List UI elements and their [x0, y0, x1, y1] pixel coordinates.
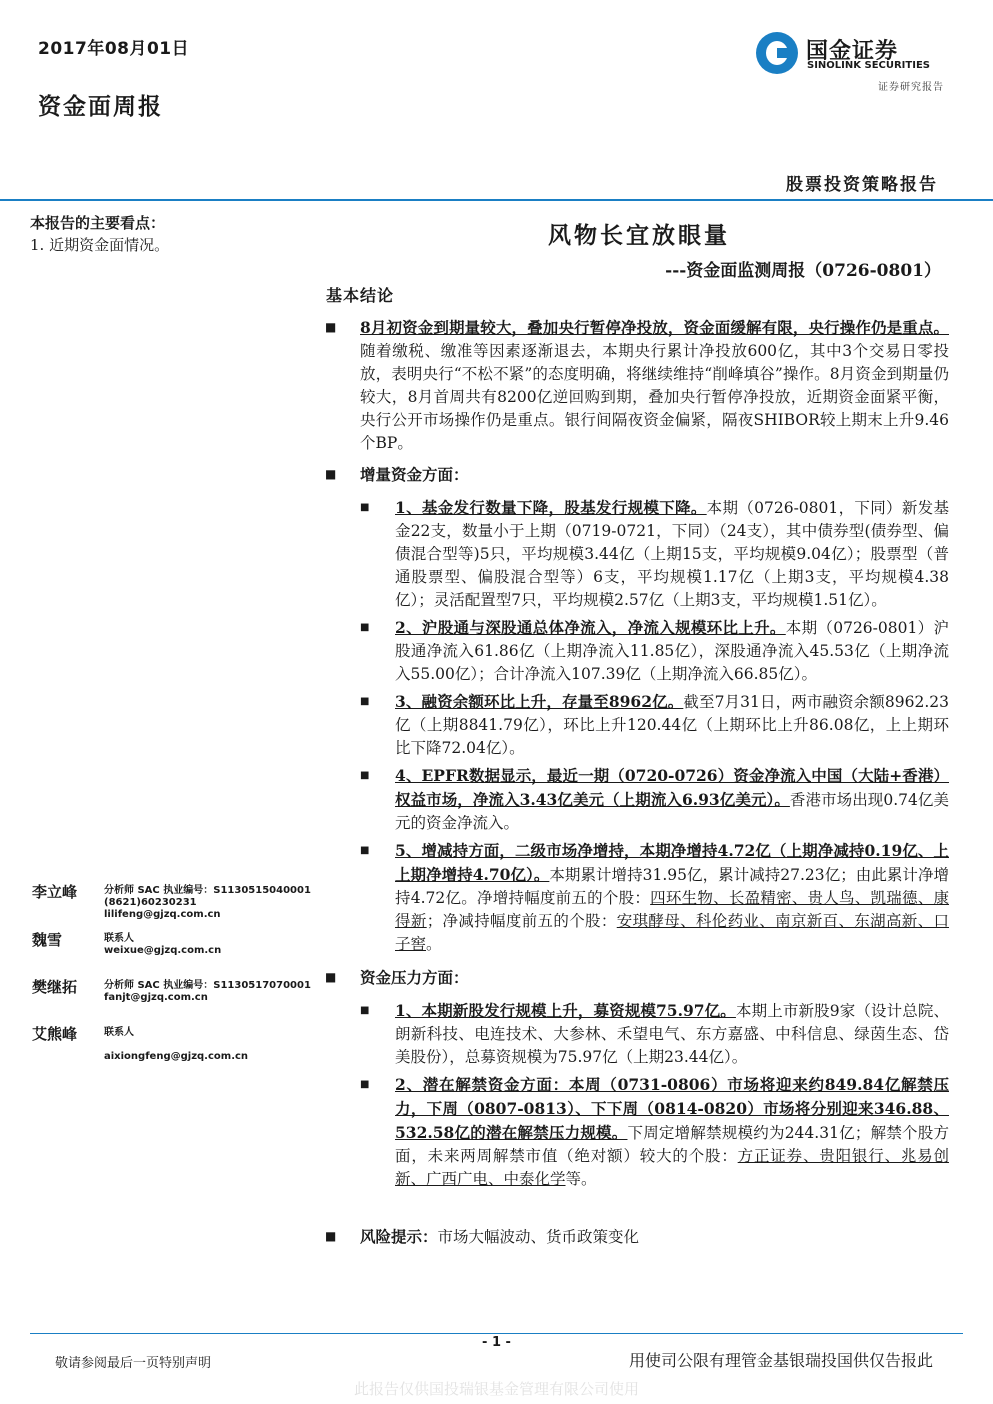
small-square-bullet-icon: ■ [360, 1079, 370, 1090]
analyst-role: 联系人 [104, 1027, 134, 1038]
risk-body: 市场大幅波动、货币政策变化 [437, 1228, 640, 1246]
small-square-bullet-icon: ■ [360, 622, 370, 633]
header-divider [0, 199, 993, 201]
report-type: 股票投资策略报告 [786, 175, 938, 195]
sub-title: ---资金面监测周报（0726-0801） [665, 261, 941, 281]
small-square-bullet-icon: ■ [360, 502, 370, 513]
analyst-role: 联系人 [104, 933, 134, 944]
list-item [360, 999, 949, 1069]
list-item [360, 1073, 949, 1191]
item-body-end: 。 [426, 935, 442, 953]
item-head: 1、本期新股发行规模上升，募资规模75.97亿。 [395, 1001, 736, 1020]
logo-name-en: SINOLINK SECURITIES [807, 60, 930, 71]
page-number: - 1 - [482, 1335, 511, 1350]
list-item [360, 616, 949, 686]
list-item [360, 690, 949, 760]
item-head: 2、潜在解禁资金方面：本周（0731-0806）市场将迎来约849.84亿解禁压力，下周（0807-0813）、下下周（0814-0820）市场将分别迎来346.88、532.58亿的潜在解禁压力规模。 [395, 1075, 949, 1142]
small-square-bullet-icon: ■ [360, 770, 370, 781]
analyst-info [104, 1027, 248, 1063]
analyst-name: 李立峰 [32, 883, 78, 901]
item-head: 1、基金发行数量下降，股基发行规模下降。 [395, 498, 707, 517]
analyst-name: 魏雪 [32, 931, 63, 949]
item-body: 香港市场出现0.74亿美元的资金净流入。 [395, 791, 949, 832]
small-square-bullet-icon: ■ [360, 696, 370, 707]
highlights-title: 本报告的主要看点： [30, 214, 166, 232]
main-title: 风物长宜放眼量 [548, 222, 730, 249]
item-head: 3、融资余额环比上升，存量至8962亿。 [395, 692, 684, 711]
analyst-cert: 分析师 SAC 执业编号：S1130515040001 [104, 885, 311, 896]
incremental-list [325, 496, 949, 956]
analyst-cert: 分析师 SAC 执业编号：S1130517070001 [104, 980, 311, 991]
analyst-info [104, 933, 221, 957]
square-bullet-icon: ■ [325, 1229, 337, 1243]
list-item [360, 764, 949, 835]
risk-head: 风险提示： [360, 1227, 438, 1246]
item-body: 本期上市新股9家（设计总院、朗新科技、电连技术、大参林、禾望电气、东方嘉盛、中科信息、绿茵生态、岱美股份），总募资规模为75.97亿（上期23.44亿）。 [395, 1002, 949, 1066]
highlights-item: 1. 近期资金面情况。 [30, 236, 170, 254]
spacer [325, 1201, 949, 1225]
square-bullet-icon: ■ [325, 320, 337, 334]
square-bullet-icon: ■ [325, 467, 337, 481]
top-increase-stocks: 四环生物、长盈精密、贵人鸟、凯瑞德、康得新 [395, 889, 949, 930]
item-body-mid: ；净减持幅度前五的个股： [426, 912, 617, 930]
analyst-info [104, 885, 311, 921]
small-square-bullet-icon: ■ [360, 1005, 370, 1016]
square-bullet-icon: ■ [325, 970, 337, 984]
item-body: 截至7月31日，两市融资余额8962.23亿（上期8841.79亿），环比上升120.44亿（上期环比上升86.08亿，上上期环比下降72.04亿）。 [395, 693, 949, 757]
incremental-head: 增量资金方面： [360, 465, 469, 484]
summary-body: 随着缴税、缴准等因素逐渐退去，本期央行累计净投放600亿，其中3个交易日零投放，表明央行“不松不紧”的态度明确，将继续维持“削峰填谷”操作。8月资金到期量仍较大，8月首周共有8200亿逆回购到期，叠加央行暂停净投放，近期资金面紧平衡，央行公开市场操作仍是重点。银行间隔夜资金偏紧，隔夜SHIBOR较上期末上升9.46个BP。 [360, 342, 949, 452]
analyst-name: 樊继拓 [32, 978, 78, 996]
analyst-email[interactable]: fanjt@gjzq.com.cn [104, 992, 208, 1003]
pressure-head: 资金压力方面： [360, 968, 469, 987]
list-item [360, 496, 949, 612]
top-decrease-stocks: 安琪酵母、科伦药业、南京新百、东湖高新、口子窖 [395, 912, 949, 953]
section-heading: 基本结论 [326, 286, 395, 305]
report-series: 资金面周报 [38, 93, 163, 120]
unlock-stocks: 方正证券、贵阳银行、兆易创新、广西广电、中泰化学 [395, 1147, 949, 1188]
item-head: 4、EPFR数据显示，最近一期（0720-0726）资金净流入中国（大陆+香港）权益市场，净流入3.43亿美元（上期流入6.93亿美元）。 [395, 766, 949, 809]
footer-notice: 用使司公限有理管金基银瑞投国供仅告报此 [628, 1351, 933, 1370]
analyst-extra [104, 1039, 248, 1051]
footer-disclaimer: 敬请参阅最后一页特别声明 [55, 1356, 212, 1371]
item-head: 5、增减持方面，二级市场净增持，本期净增持4.72亿（上期净减持0.19亿、上上期净增持4.70亿）。 [395, 841, 949, 884]
bullet-incremental [325, 463, 949, 486]
small-square-bullet-icon: ■ [360, 845, 370, 856]
bullet-pressure [325, 966, 949, 989]
analyst-info [104, 980, 311, 1004]
company-logo [756, 30, 948, 92]
bullet-summary [325, 316, 949, 455]
analyst-name: 艾熊峰 [32, 1025, 78, 1043]
analyst-phone: (8621)60230231 [104, 897, 197, 908]
item-body-end: 等。 [565, 1170, 597, 1188]
logo-mark-icon [756, 32, 798, 74]
logo-name-cn: 国金证券 [806, 39, 899, 64]
pressure-list [325, 999, 949, 1191]
summary-head: 8月初资金到期量较大，叠加央行暂停净投放，资金面缓解有限，央行操作仍是重点。 [360, 318, 949, 337]
item-body: 本期（0726-0801，下同）新发基金22支，数量小于上期（0719-0721，下同）（24支），其中债券型(债券型、偏债混合型等)5只，平均规模3.44亿（上期15支，平均规模9.04亿）；股票型（普通股票型、偏股混合型等）6支，平均规模1.17亿（上期3支，平均规模4.38亿）；灵活配置型7只，平均规模2.57亿（上期3支，平均规模1.51亿）。 [395, 499, 949, 609]
analyst-email[interactable]: weixue@gjzq.com.cn [104, 945, 222, 956]
analyst-email[interactable]: lilifeng@gjzq.com.cn [104, 909, 221, 920]
watermark: 此报告仅供国投瑞银基金管理有限公司使用 [353, 1380, 639, 1398]
report-date: 2017年08月01日 [38, 39, 190, 59]
item-body: 下周定增解禁规模约为244.31亿；解禁个股方面，未来两周解禁市值（绝对额）较大的个股： [395, 1124, 949, 1165]
item-body: 本期累计增持31.95亿，累计减持27.23亿；由此累计净增持4.72亿。净增持幅度前五的个股： [395, 866, 949, 907]
item-body: 本期（0726-0801）沪股通净流入61.86亿（上期净流入11.85亿），深股通净流入45.53亿（上期净流入55.00亿）；合计净流入107.39亿（上期净流入66.85亿）。 [395, 619, 949, 683]
footer-divider [30, 1333, 963, 1334]
logo-subtitle: 证券研究报告 [878, 82, 944, 93]
item-head: 2、沪股通与深股通总体净流入，净流入规模环比上升。 [395, 618, 786, 637]
list-item [360, 839, 949, 956]
bullet-risk [325, 1225, 949, 1249]
analyst-email[interactable]: aixiongfeng@gjzq.com.cn [104, 1051, 249, 1062]
main-content [325, 316, 949, 1257]
